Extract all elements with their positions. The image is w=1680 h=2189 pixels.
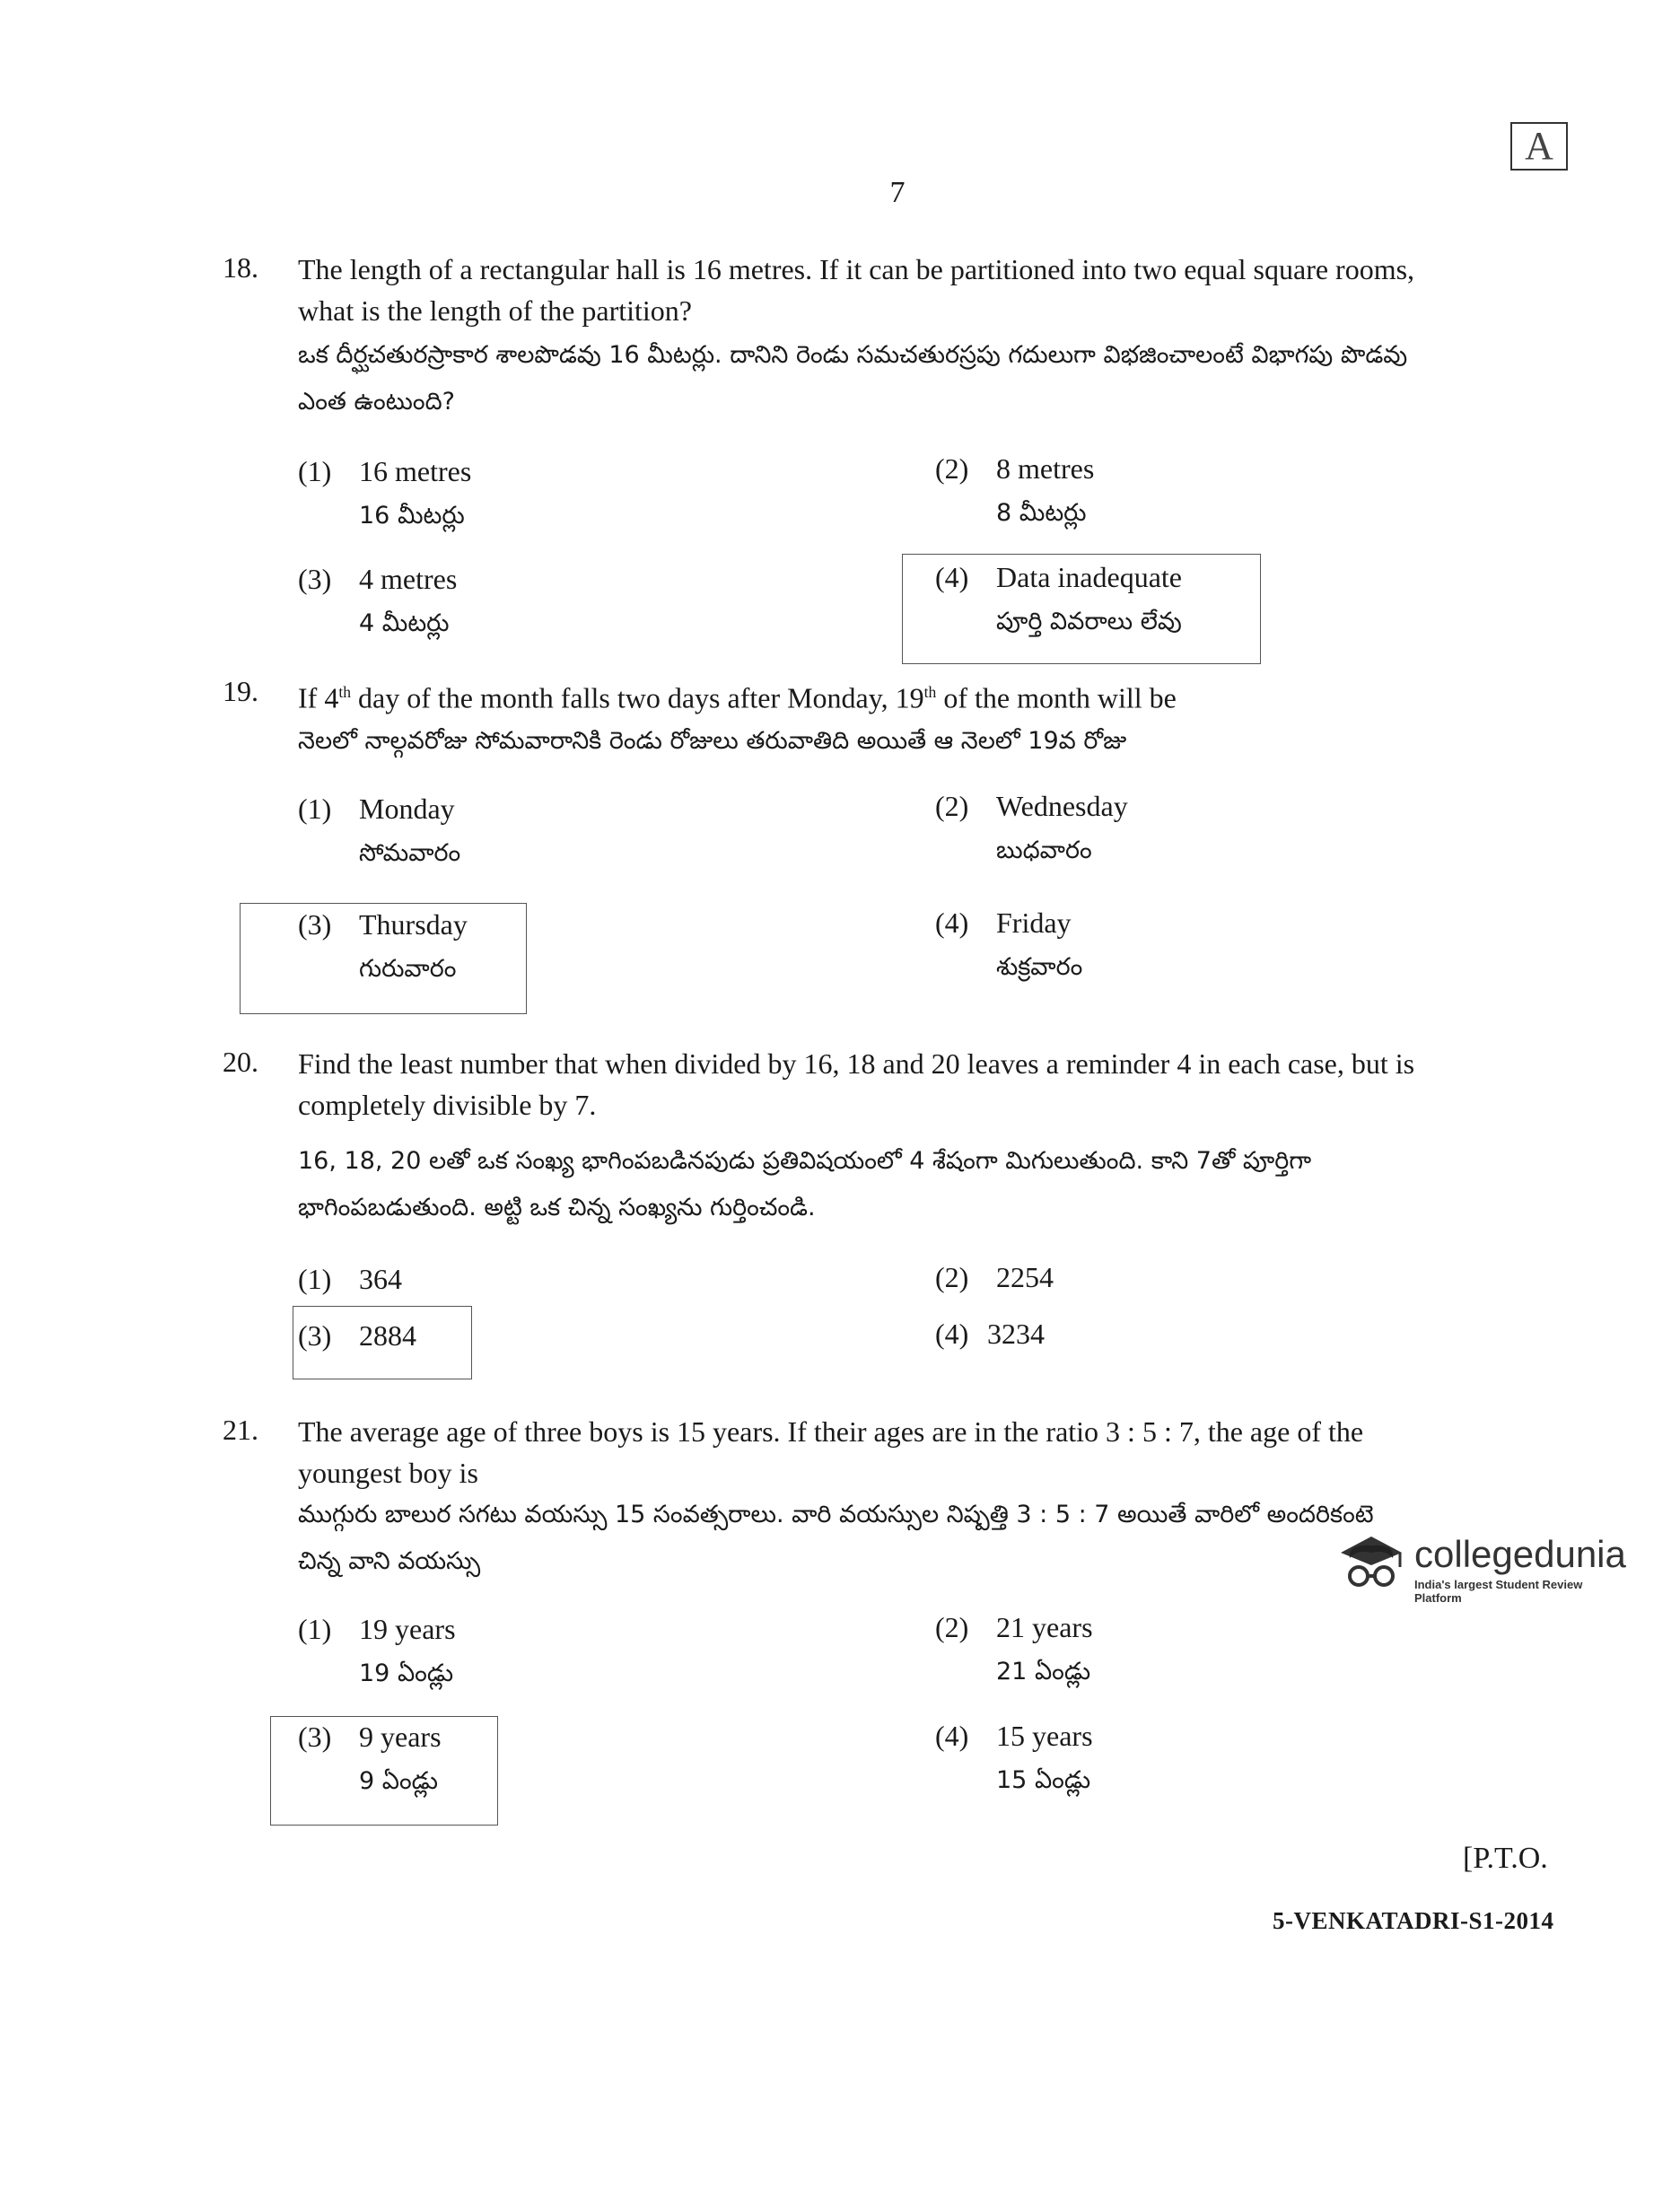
option: (1) 364 <box>298 1263 402 1295</box>
option: (1) 19 years 19 ఏండ్లు <box>298 1613 456 1687</box>
option-answer: (3) 2884 <box>298 1319 416 1352</box>
page-number: 7 <box>889 176 906 209</box>
question-text-te: 16, 18, 20 లతో ఒక సంఖ్య భాగింపబడినపుడు ప్రతివిషయంలో 4 శేషంగా మిగులుతుంది. కాని 7తో పూర్తిగా భాగింపబడుతుంది. అట్టి ఒక చిన్న సంఖ్యను గుర్తించండి. <box>298 1147 1312 1221</box>
option: (2) 21 years 21 ఏండ్లు <box>935 1611 1093 1686</box>
option: (1) Monday సోమవారం <box>298 792 461 867</box>
series-box <box>1510 122 1568 171</box>
brand-tagline: India's largest Student Review Platform <box>1414 1578 1583 1605</box>
option-answer: (3) Thursday గురువారం <box>298 908 468 983</box>
option: (2) Wednesday బుధవారం <box>935 790 1128 864</box>
option: (2) 8 metres 8 మీటర్లు <box>935 452 1095 527</box>
option: (1) 16 metres 16 మీటర్లు <box>298 455 472 530</box>
question-text-te: ముగ్గురు బాలుర సగటు వయస్సు 15 సంవత్సరాలు. వారి వయస్సుల నిష్పత్తి 3 : 5 : 7 అయితే వారిలో అందరికంటె చిన్న వాని వయస్సు <box>298 1501 1374 1575</box>
question-text-en: Find the least number that when divided by 16, 18 and 20 leaves a reminder 4 in each case, but is completely divisible by 7. <box>298 1047 1415 1121</box>
question-number: 18. <box>223 251 258 284</box>
option: (4) 3234 <box>935 1318 1045 1350</box>
pto-label: [P.T.O. <box>1463 1842 1548 1875</box>
question-number: 20. <box>223 1046 258 1078</box>
series-letter: A <box>1525 124 1553 168</box>
question-number: 21. <box>223 1414 258 1446</box>
option: (2) 2254 <box>935 1261 1054 1293</box>
question-text-en: If 4th day of the month falls two days after Monday, 19th of the month will be <box>298 681 1177 714</box>
question-text-te: నెలలో నాల్గవరోజు సోమవారానికి రెండు రోజులు తరువాతిది అయితే ఆ నెలలో 19వ రోజు <box>298 727 1127 755</box>
option: (4) 15 years 15 ఏండ్లు <box>935 1720 1093 1794</box>
option-answer: (3) 9 years 9 ఏండ్లు <box>298 1721 442 1795</box>
option-answer: (4) Data inadequate పూర్తి వివరాలు లేవు <box>935 561 1182 635</box>
collegedunia-logo <box>1332 1526 1626 1605</box>
option: (3) 4 metres 4 మీటర్లు <box>298 563 458 637</box>
brand-name: collegedunia <box>1414 1533 1626 1575</box>
option: (4) Friday శుక్రవారం <box>935 906 1083 981</box>
question-text-en: The average age of three boys is 15 years. If their ages are in the ratio 3 : 5 : 7, the age of the youngest boy is <box>298 1415 1364 1489</box>
question-text-en: The length of a rectangular hall is 16 metres. If it can be partitioned into two equal square rooms, what is the length of the partition? <box>298 253 1415 327</box>
paper-code: 5-VENKATADRI-S1-2014 <box>1273 1907 1554 1934</box>
question-number: 19. <box>223 675 258 707</box>
question-text-te: ఒక దీర్ఘచతురస్రాకార శాలపొడవు 16 మీటర్లు. దానిని రెండు సమచతురస్రపు గదులుగా విభజించాలంటే విభాగపు పొడవు ఎంత ఉంటుంది? <box>298 341 1408 416</box>
graduate-icon <box>1332 1526 1409 1598</box>
